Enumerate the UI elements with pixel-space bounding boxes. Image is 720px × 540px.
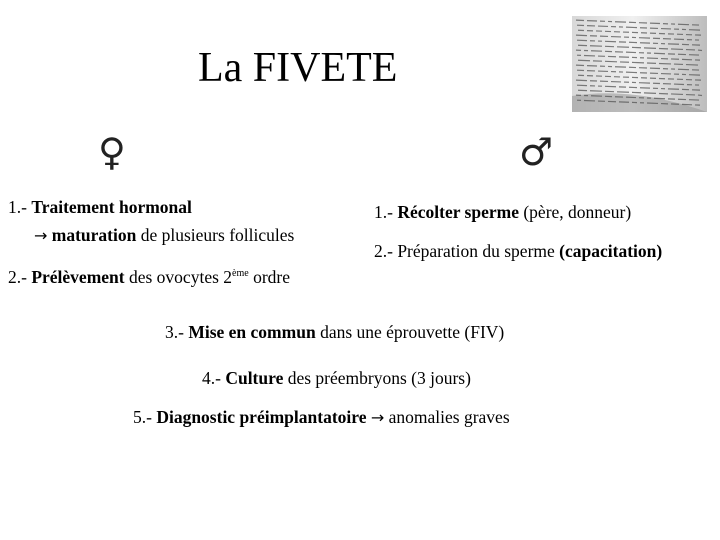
step-number: 1.-: [374, 202, 398, 222]
step-label: Diagnostic préimplantatoire: [156, 407, 367, 427]
step-text: des ovocytes 2: [124, 267, 233, 287]
step-number: 2.-: [374, 241, 398, 261]
step-number: 1.-: [8, 197, 32, 217]
step-number: 5.-: [133, 407, 157, 427]
step-label: Prélèvement: [31, 267, 125, 287]
right-arrow-icon: →: [34, 226, 48, 245]
step-number: 3.-: [165, 322, 189, 342]
step-number: 4.-: [202, 368, 226, 388]
book-page-image: [572, 16, 707, 112]
female-symbol-icon: ♀: [98, 130, 126, 174]
step-label: maturation: [51, 225, 137, 245]
step-text: (père, donneur): [518, 202, 632, 222]
female-step-1: [8, 196, 192, 218]
step-text: des préembryons (3 jours): [283, 368, 471, 388]
step-text: anomalies graves: [388, 407, 510, 427]
step-label: Mise en commun: [188, 322, 316, 342]
right-arrow-icon: →: [370, 408, 385, 427]
step-label: Culture: [225, 368, 284, 388]
female-step-1-result: [34, 224, 294, 247]
female-step-2: [8, 266, 290, 288]
step-label: Récolter sperme: [397, 202, 519, 222]
step-text: dans une éprouvette (FIV): [315, 322, 505, 342]
male-step-2: [374, 240, 662, 262]
common-step-4: [202, 367, 471, 389]
male-symbol-icon: ♂: [519, 130, 554, 174]
common-step-5: [133, 406, 510, 429]
common-step-3: [165, 321, 504, 343]
slide-title: La FIVETE: [198, 45, 398, 91]
male-step-1: [374, 201, 631, 223]
step-text-end: ordre: [248, 267, 290, 287]
step-label: (capacitation): [559, 241, 663, 261]
step-label: Traitement hormonal: [31, 197, 192, 217]
step-text: Préparation du sperme: [397, 241, 560, 261]
step-text: de plusieurs follicules: [136, 225, 295, 245]
step-number: 2.-: [8, 267, 32, 287]
superscript: ème: [232, 268, 249, 279]
